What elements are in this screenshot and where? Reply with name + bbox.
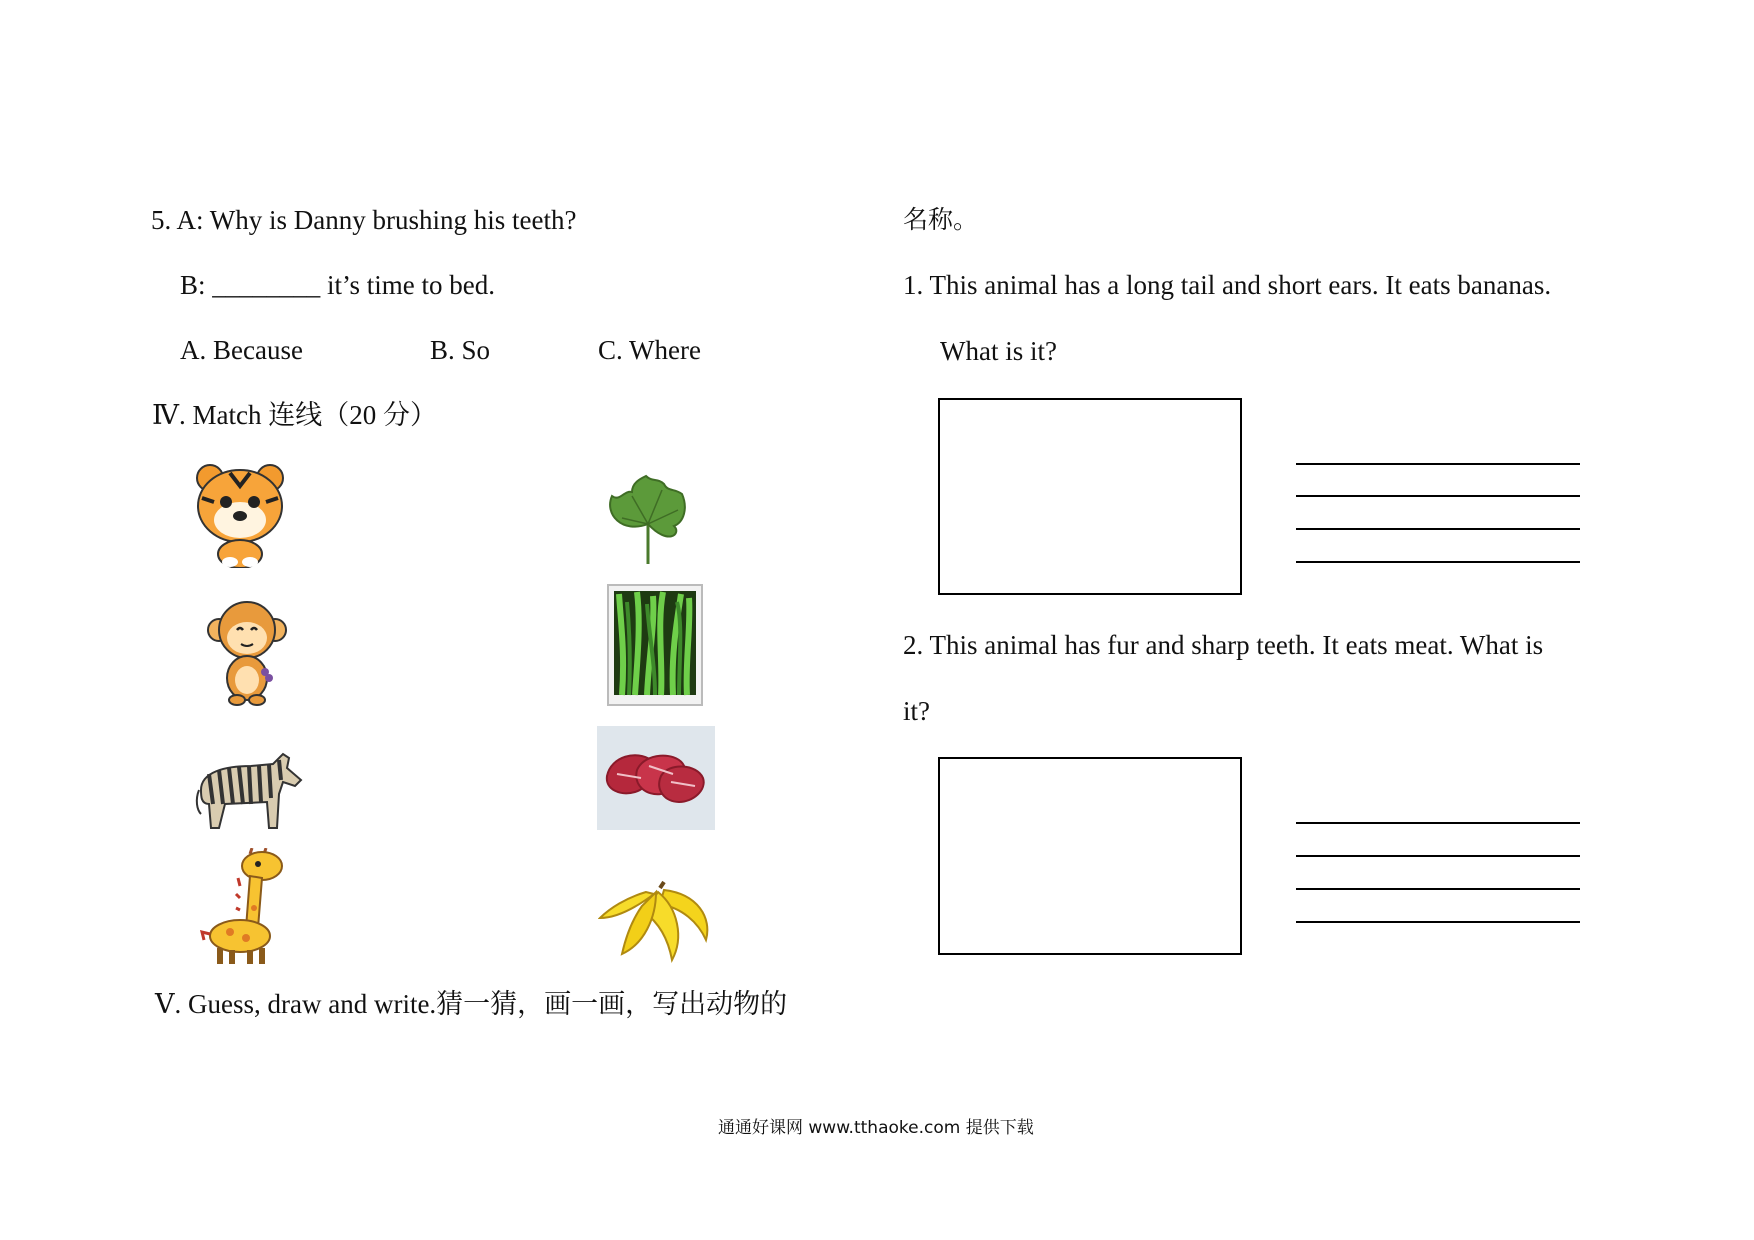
q5-option-b: B. So — [430, 335, 491, 365]
q2-writing-line[interactable] — [1296, 921, 1580, 923]
q1-writing-line[interactable] — [1296, 495, 1580, 497]
monkey-icon — [207, 598, 287, 706]
q1-writing-line[interactable] — [1296, 463, 1580, 465]
q5-option-c: C. Where — [598, 335, 701, 365]
footer-text: 通通好课网 www.tthaoke.com 提供下载 — [718, 1118, 1034, 1138]
grass-icon — [607, 584, 703, 706]
giraffe-icon — [200, 848, 292, 966]
q2-writing-line[interactable] — [1296, 888, 1580, 890]
leaf-icon — [602, 474, 694, 566]
section4-title: Ⅳ. Match 连线（20 分） — [152, 400, 437, 430]
section5-title: Ⅴ. Guess, draw and write.猜一猜，画一画，写出动物的 — [155, 989, 788, 1019]
q1-text-line1: 1. This animal has a long tail and short ears. It eats bananas. — [903, 270, 1552, 300]
meat-icon — [597, 726, 715, 830]
section5-title-continuation: 名称。 — [903, 205, 979, 234]
q1-text-line2: What is it? — [940, 336, 1057, 366]
q2-text-line1: 2. This animal has fur and sharp teeth. It eats meat. What is — [903, 630, 1544, 660]
banana-icon — [598, 878, 714, 970]
q1-writing-line[interactable] — [1296, 561, 1580, 563]
q5-option-a: A. Because — [180, 335, 303, 365]
zebra-icon — [195, 750, 303, 832]
q5-question: 5. A: Why is Danny brushing his teeth? — [151, 205, 577, 235]
tiger-icon — [190, 458, 290, 568]
q2-writing-line[interactable] — [1296, 855, 1580, 857]
q5-answer-line: B: ________ it’s time to bed. — [180, 270, 495, 300]
q2-drawing-box[interactable] — [938, 757, 1242, 955]
q2-text-line2: it? — [903, 696, 930, 726]
q1-drawing-box[interactable] — [938, 398, 1242, 595]
q2-writing-line[interactable] — [1296, 822, 1580, 824]
q1-writing-line[interactable] — [1296, 528, 1580, 530]
